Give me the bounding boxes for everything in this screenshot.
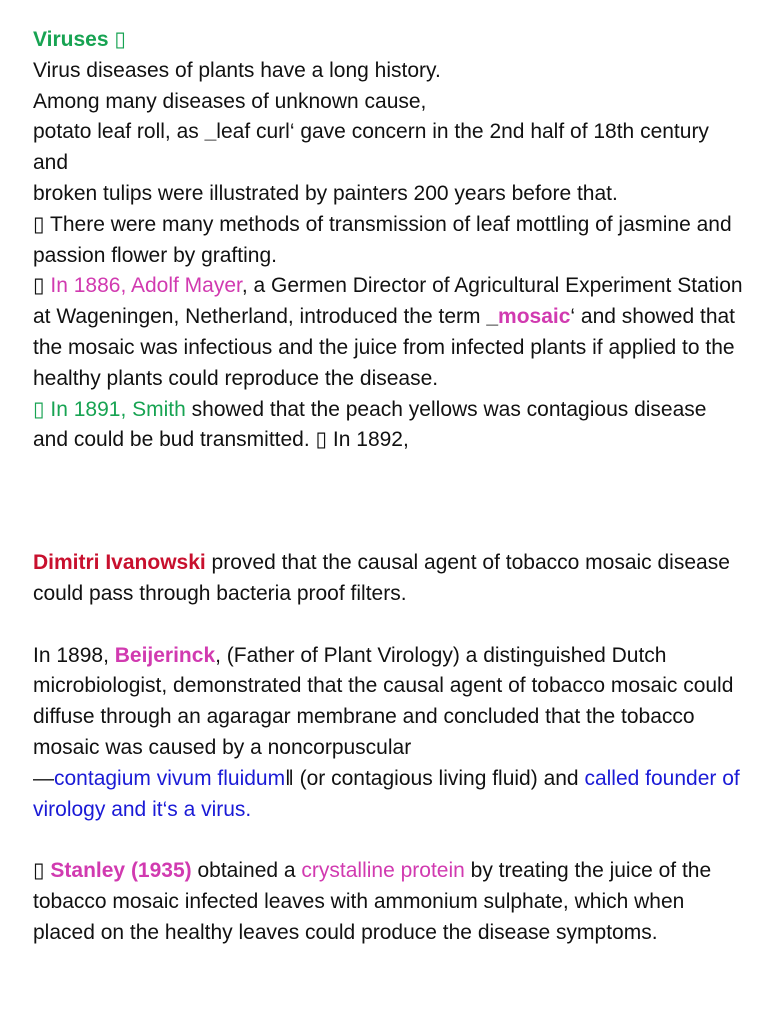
line-leaf-roll-pre: potato leaf roll, as — [33, 120, 205, 144]
missing-glyph-icon: ▯ — [33, 397, 45, 421]
highlight-smith: In 1891, Smith — [44, 397, 186, 421]
text-smith-rest: showed that the peach yellows was contagious disease and could be bud transmitted. — [33, 397, 707, 452]
text-beijerinck-mid: , (Father of Plant Virology) a distinguished Dutch microbiologist, demonstrated that the causal agent of tobacco mosaic could diffuse through an agaragar membrane and concluded that the tobacco mosaic was caused by a noncorpuscular — [33, 643, 734, 759]
line-transmission: There were many methods of transmission of leaf mottling of jasmine and passion flower by grafting. — [33, 212, 732, 267]
line-leaf-roll-post: leaf curl‘ gave concern in the 2nd half of 18th century and — [33, 120, 709, 175]
underscore-mark: _ — [204, 120, 217, 144]
highlight-mayer: In 1886, Adolf Mayer — [44, 274, 242, 298]
text-stanley-pre: obtained a — [191, 859, 302, 883]
title-viruses: Viruses — [33, 28, 109, 51]
spacer — [33, 610, 745, 641]
line-unknown-cause: Among many diseases of unknown cause, — [33, 89, 427, 113]
underscore-mark: _ — [486, 305, 499, 329]
spacer — [33, 825, 745, 856]
text-stanley-rest: by treating the juice of the tobacco mosaic infected leaves with ammonium sulphate, which when placed on the healthy leaves could produce the disease symptoms. — [33, 859, 712, 944]
missing-glyph-icon: ▯ — [33, 859, 45, 883]
name-beijerinck: Beijerinck — [114, 643, 216, 667]
text-mosaic-rest: ‘ and showed that the mosaic was infectious and the juice from infected plants if applied to the healthy plants could reproduce the disease. — [33, 305, 736, 390]
highlight-mosaic: mosaic — [498, 305, 571, 329]
paragraph-history — [33, 25, 745, 456]
missing-glyph-icon: ▯ — [33, 274, 45, 298]
document-page — [33, 25, 745, 949]
text-mayer-rest: , a Germen Director of Agricultural Experiment Station at Wageningen, Netherland, introduced the term — [33, 274, 743, 329]
paragraph-ivanowski — [33, 548, 745, 610]
line-history: Virus diseases of plants have a long history. — [33, 58, 441, 82]
text-dash: ― — [33, 766, 54, 790]
missing-glyph-icon: ▯ — [114, 28, 126, 51]
highlight-contagium: contagium vivum fluidum — [54, 766, 286, 790]
text-paren: (or contagious living fluid) and — [293, 766, 585, 790]
paragraph-stanley — [33, 856, 745, 948]
text-beijerinck-pre: In 1898, — [33, 643, 115, 667]
text-smith-tail: In 1892, — [327, 428, 409, 452]
missing-glyph-icon: ▯ — [315, 428, 328, 452]
spacer — [33, 456, 745, 548]
name-stanley: Stanley (1935) — [50, 859, 192, 883]
name-ivanowski: Dimitri Ivanowski — [33, 551, 206, 575]
line-tulips: broken tulips were illustrated by painters 200 years before that. — [33, 181, 618, 205]
text-latin-end: ‖ — [285, 766, 294, 790]
highlight-founder: called founder of virology and it‘s a virus. — [33, 766, 740, 821]
highlight-protein: crystalline protein — [301, 859, 465, 883]
missing-glyph-icon: ▯ — [33, 212, 45, 236]
paragraph-beijerinck — [33, 641, 745, 826]
text-ivanowski-rest: proved that the causal agent of tobacco mosaic disease could pass through bacteria proof filters. — [33, 551, 730, 605]
